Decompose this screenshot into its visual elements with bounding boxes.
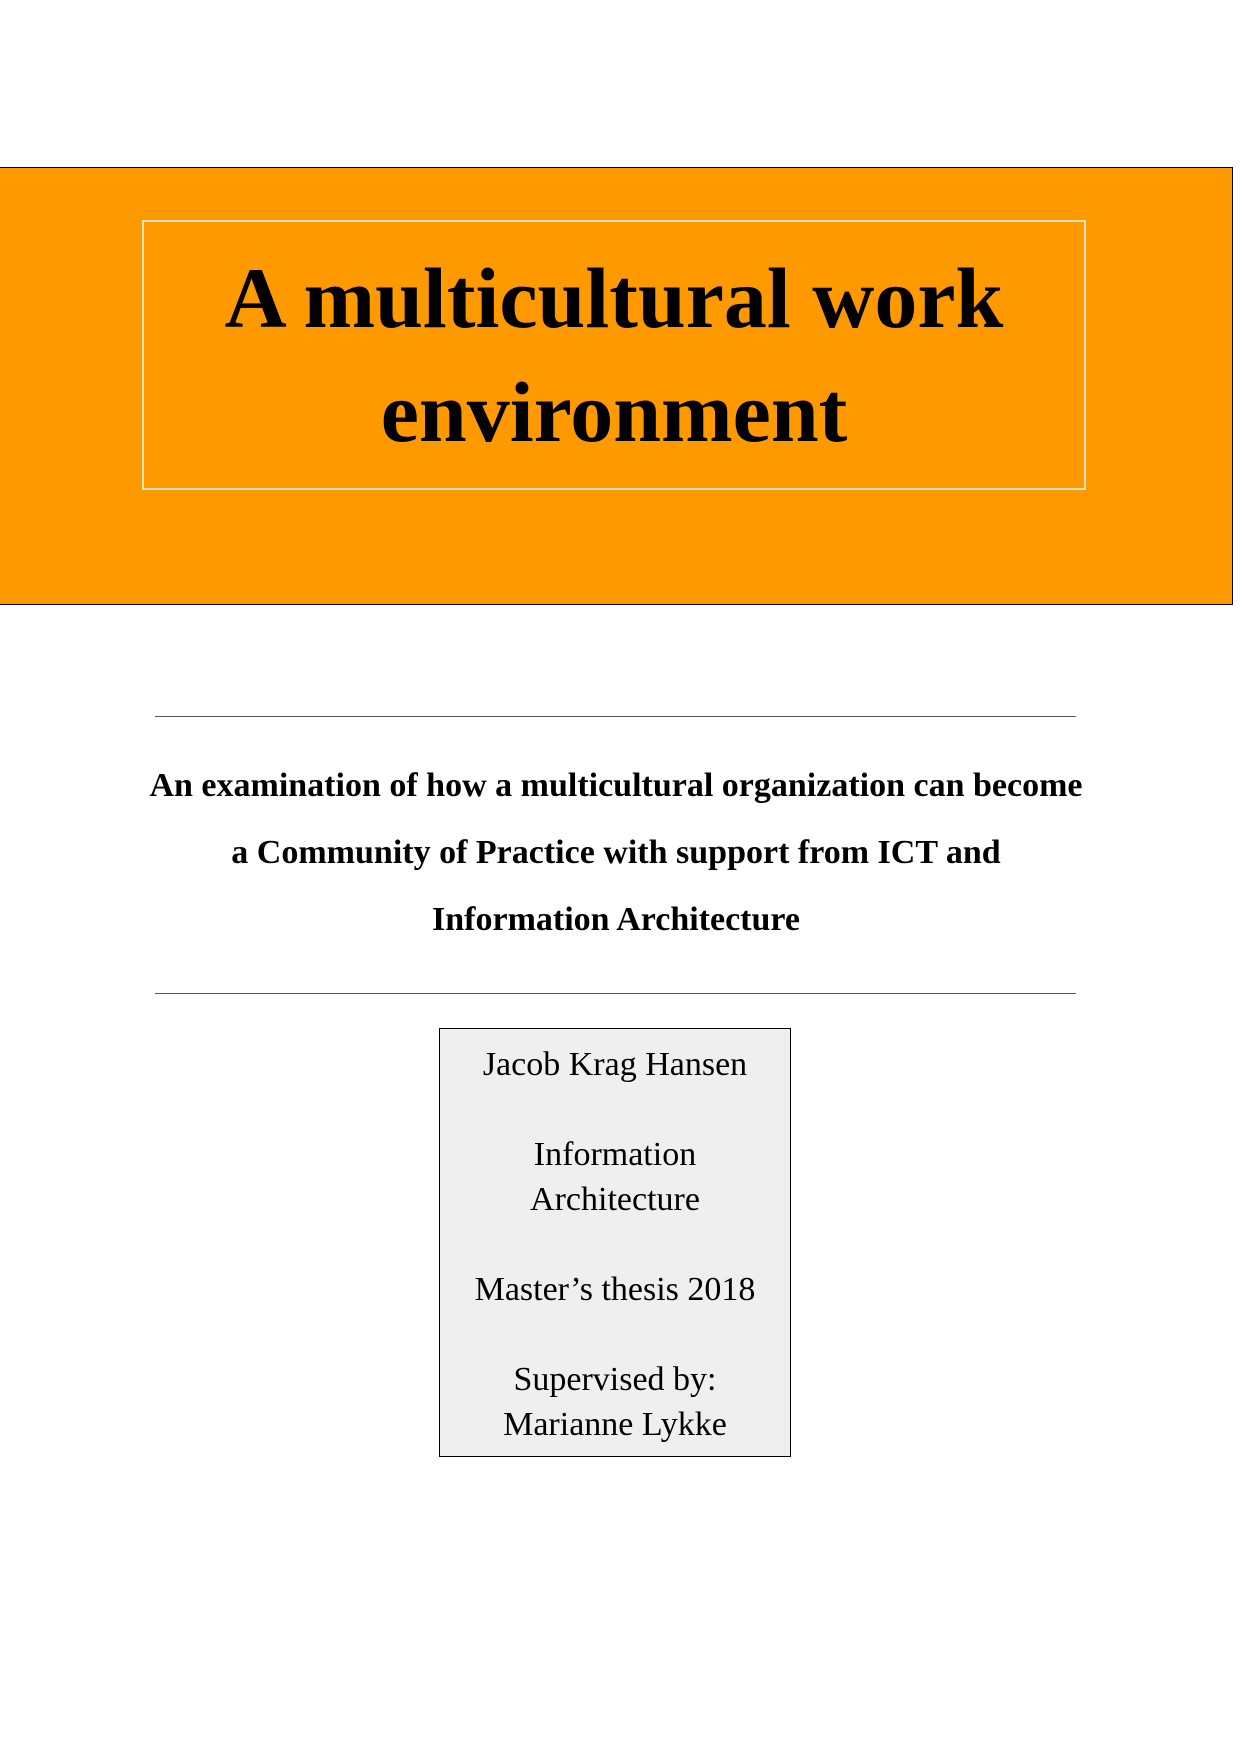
supervisor-block xyxy=(440,1357,790,1447)
supervisor-name: Marianne Lykke xyxy=(503,1406,727,1443)
supervisor-label: Supervised by: xyxy=(513,1361,717,1398)
author-info-box xyxy=(439,1028,791,1457)
top-divider xyxy=(155,716,1076,717)
title-banner xyxy=(0,167,1233,605)
thesis-label: Master’s thesis 2018 xyxy=(474,1271,756,1308)
author-name: Jacob Krag Hansen xyxy=(482,1046,748,1083)
program-line-2: Architecture xyxy=(530,1181,700,1218)
document-subtitle: An examination of how a multicultural organization can become a Community of Practice with support from ICT and Information Architecture xyxy=(149,767,1083,938)
program-name xyxy=(440,1132,790,1222)
bottom-divider xyxy=(155,993,1076,994)
document-title: A multicultural work environment xyxy=(224,250,1004,460)
title-frame xyxy=(142,220,1086,490)
program-line-1: Information xyxy=(533,1136,697,1173)
